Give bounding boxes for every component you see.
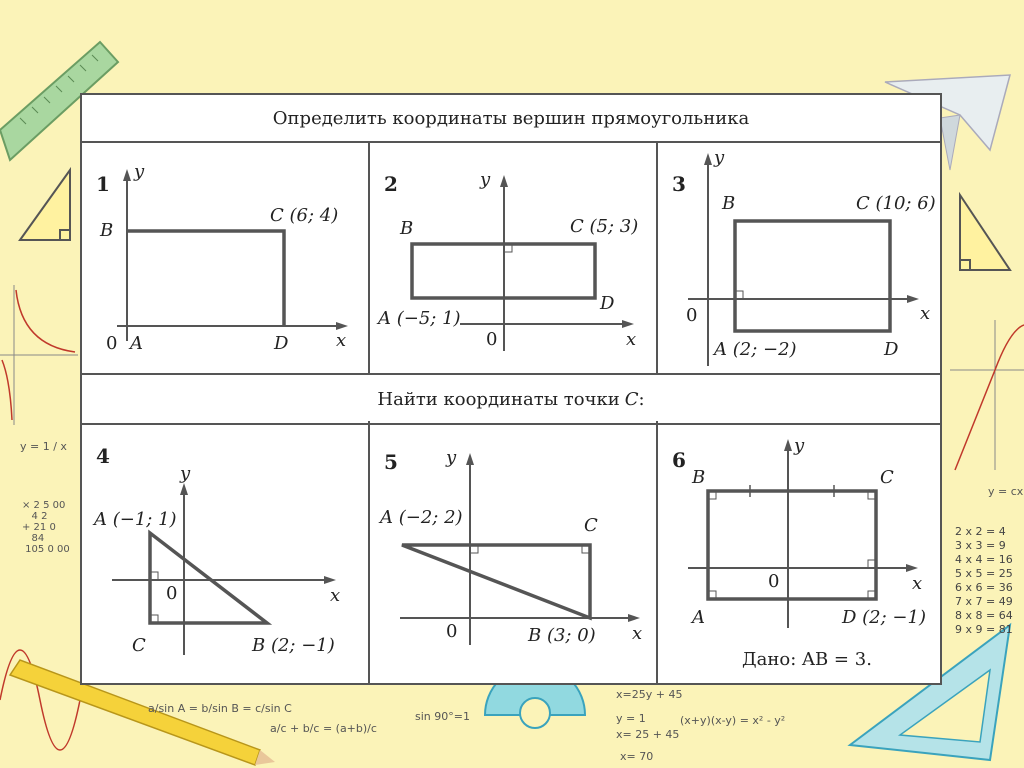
problem-number: 2 [384,172,398,196]
point-label-a: A (−5; 1) [378,308,461,329]
triangle [150,533,267,623]
problem-6-diagram [658,423,942,683]
y-axis-arrow [704,153,712,165]
y-axis-arrow [123,169,131,181]
table-line: 5 x 5 = 25 [955,567,1013,580]
axis-label-y: y [794,435,805,456]
axis-label-x: x [632,623,643,644]
formula-text: y = 1 [616,712,646,725]
point-label-a: A (2; −2) [714,339,797,360]
triangle-icon [20,170,70,240]
formula-text: a/sin A = b/sin B = c/sin C [148,702,292,715]
point-label-a: A [692,607,705,628]
origin-label: 0 [106,333,118,354]
problem-5-diagram [370,423,656,683]
problem-4 [82,423,368,683]
y-axis-arrow [500,175,508,187]
point-label-c: C (10; 6) [856,193,936,214]
point-label-c: C [584,515,598,536]
rectangle [127,231,284,326]
origin-label: 0 [486,329,498,350]
rectangle [708,491,876,599]
problem-number: 4 [96,444,110,468]
point-label-c: C (6; 4) [270,205,339,226]
table-line: 3 x 3 = 9 [955,539,1006,552]
x-axis-arrow [628,614,640,622]
problem-2-diagram [370,141,656,373]
section-title: Определить координаты вершин прямоугольника [82,95,940,143]
table-line: 8 x 8 = 64 [955,609,1013,622]
point-label-d: D [600,293,615,314]
point-label-b: B (2; −1) [252,635,335,656]
formula-text: a/c + b/c = (a+b)/c [270,722,377,735]
y-axis-arrow [180,483,188,495]
x-axis-arrow [907,295,919,303]
point-label-d: D [884,339,899,360]
problem-5 [370,423,656,683]
formula-text: y = cx [988,485,1024,498]
point-label-c: C [880,467,894,488]
x-axis-arrow [324,576,336,584]
problem-3 [658,141,942,373]
problem-3-diagram [658,141,942,373]
multiplication-text: × 2 5 00 4 2 + 21 0 84 105 0 00 [22,500,70,555]
x-axis-arrow [906,564,918,572]
origin-label: 0 [686,305,698,326]
sine-graph [950,320,1024,470]
table-line: 9 x 9 = 81 [955,623,1013,636]
point-label-d: D (2; −1) [842,607,926,628]
axis-label-y: y [446,447,457,468]
origin-label: 0 [166,583,178,604]
origin-label: 0 [446,621,458,642]
axis-label-x: x [336,330,347,351]
hyperbola-graph [0,285,78,425]
point-label-c: C [132,635,146,656]
worksheet [80,93,942,685]
problem-number: 5 [384,450,398,474]
formula-text: x= 25 + 45 [616,728,680,741]
y-axis-arrow [466,453,474,465]
table-line: 2 x 2 = 4 [955,525,1006,538]
point-label-b: B [722,193,736,214]
x-axis-arrow [622,320,634,328]
axis-label-x: x [920,303,931,324]
axis-label-x: x [330,585,341,606]
formula-text: sin 90°=1 [415,710,470,723]
multiplication-table [955,525,1013,637]
problem-2 [370,141,656,373]
problem-1 [82,141,368,373]
axis-label-y: y [714,147,725,168]
formula-text: (x+y)(x-y) = x² - y² [680,714,786,727]
point-label-d: D [274,333,289,354]
axis-label-y: y [480,169,491,190]
triangle [402,545,590,618]
section-title-var: C [624,388,639,410]
problem-1-diagram [82,141,368,373]
point-label-b: B (3; 0) [528,625,596,646]
axis-label-x: x [626,329,637,350]
section-title-colon: : [638,388,645,410]
formula-text: x= 70 [620,750,654,763]
table-line: 6 x 6 = 36 [955,581,1013,594]
problem-4-diagram [82,423,368,683]
y-axis-arrow [784,439,792,451]
section-title-text: Найти координаты точки [377,388,620,410]
wave-graph [0,650,80,750]
axis-label-y: y [134,161,145,182]
formula-text: y = 1 / x [20,440,67,453]
origin-label: 0 [768,571,780,592]
axis-label-y: y [180,463,191,484]
point-label-b: B [400,218,414,239]
point-label-a: A [130,333,143,354]
x-axis-arrow [336,322,348,330]
point-label-a: A (−1; 1) [94,509,177,530]
point-label-a: A (−2; 2) [380,507,463,528]
axis-label-x: x [912,573,923,594]
problem-number: 1 [96,172,110,196]
problem-number: 3 [672,172,686,196]
problem-number: 6 [672,448,686,472]
table-line: 4 x 4 = 16 [955,553,1013,566]
triangle-icon [960,195,1010,270]
point-label-c: C (5; 3) [570,216,639,237]
rectangle [735,221,890,331]
point-label-b: B [692,467,706,488]
table-line: 7 x 7 = 49 [955,595,1013,608]
formula-text: x=25y + 45 [616,688,683,701]
section-title [82,373,940,425]
given-text: Дано: AB = 3. [742,649,872,670]
point-label-b: B [100,220,114,241]
problem-6 [658,423,942,683]
